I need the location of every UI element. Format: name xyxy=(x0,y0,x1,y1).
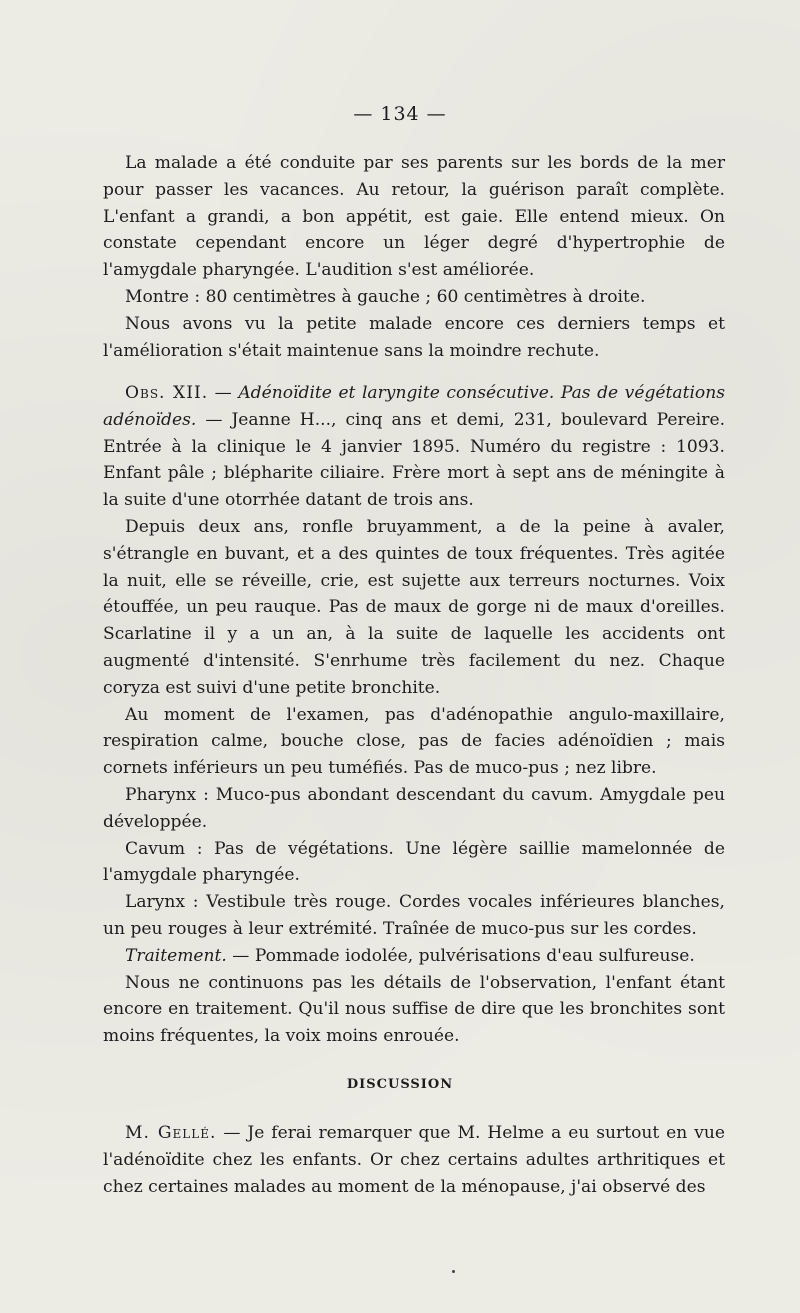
discussion-section xyxy=(103,1120,725,1200)
paragraph: Pharynx : Muco-pus abondant descendant du cavum. Amygdale peu développée. xyxy=(103,784,725,832)
observation-title: Adénoïdite et laryngite consécutive. Pas de végétations adénoïdes. xyxy=(103,383,725,430)
paragraph: Larynx : Vestibule très rouge. Cordes vocales inférieures blanches, un peu rouges à leur extrémité. Traînée de muco-pus sur les cordes. xyxy=(103,892,725,939)
treatment-text: — Pommade iodolée, pulvérisations d'eau sulfureuse. xyxy=(226,945,695,966)
discussion-text: — Je ferai remarquer que M. Helme a eu surtout en vue l'adénoïdite chez les enfants. Or chez certains adultes arthritiques et chez certaines malades au moment de la ménopause, j'ai observé des xyxy=(103,1123,726,1197)
paragraph: La malade a été conduite par ses parents sur les bords de la mer pour passer les vacances. Au retour, la guérison paraît complète. L'enfant a grandi, a bon appétit, est gaie. Elle entend mieux. On constate cependant encore un léger degré d'hypertrophie de l'amygdale pharyngée. L'audition s'est améliorée. xyxy=(103,153,725,281)
observation-intro-text: — Jeanne H..., cinq ans et demi, 231, boulevard Pereire. Entrée à la clinique le 4 janvier 1895. Numéro du registre : 1093. Enfant pâle ; blépharite ciliaire. Frère mort à sept ans de méningite à la suite d'une otorrhée datant de trois ans. xyxy=(103,409,725,511)
treatment-paragraph xyxy=(103,943,725,970)
paragraph: Au moment de l'examen, pas d'adénopathie angulo-maxillaire, respiration calme, bouche close, pas de facies adénoïdien ; mais cornets inférieurs un peu tuméfiés. Pas de muco-pus ; nez libre. xyxy=(103,704,725,779)
previous-case-conclusion xyxy=(103,150,725,364)
print-speck xyxy=(452,1270,455,1273)
observation-label: Obs. XII. xyxy=(125,383,209,403)
paragraph: Nous avons vu la petite malade encore ces derniers temps et l'amélioration s'était maintenue sans la moindre rechute. xyxy=(103,313,725,361)
paragraph: Cavum : Pas de végétations. Une légère saillie mamelonnée de l'amygdale pharyngée. xyxy=(103,838,725,886)
paragraph: Nous ne continuons pas les détails de l'observation, l'enfant étant encore en traitement. Qu'il nous suffise de dire que les bronchites sont moins fréquentes, la voix moins enrouée. xyxy=(103,972,725,1047)
observation-intro xyxy=(103,380,725,514)
treatment-label: Traitement. xyxy=(125,945,227,966)
observation-dash: — xyxy=(208,383,239,403)
discussion-heading: DISCUSSION xyxy=(346,1077,454,1092)
page-number: — 134 — xyxy=(353,103,447,125)
paragraph: Montre : 80 centimètres à gauche ; 60 centimètres à droite. xyxy=(125,286,646,307)
speaker-name: M. Gellé. xyxy=(125,1123,217,1143)
discussion-paragraph xyxy=(103,1120,725,1200)
observation-xii xyxy=(103,380,725,1050)
paragraph: Depuis deux ans, ronfle bruyamment, a de la peine à avaler, s'étrangle en buvant, et a des quintes de toux fréquentes. Très agitée la nuit, elle se réveille, crie, est sujette aux terreurs nocturnes. Voix étouffée, un peu rauque. Pas de maux de gorge ni de maux d'oreilles. Scarlatine il y a un an, à la suite de laquelle les accidents ont augmenté d'intensité. S'enrhume très facilement du nez. Chaque coryza est suivi d'une petite bronchite. xyxy=(103,516,725,698)
